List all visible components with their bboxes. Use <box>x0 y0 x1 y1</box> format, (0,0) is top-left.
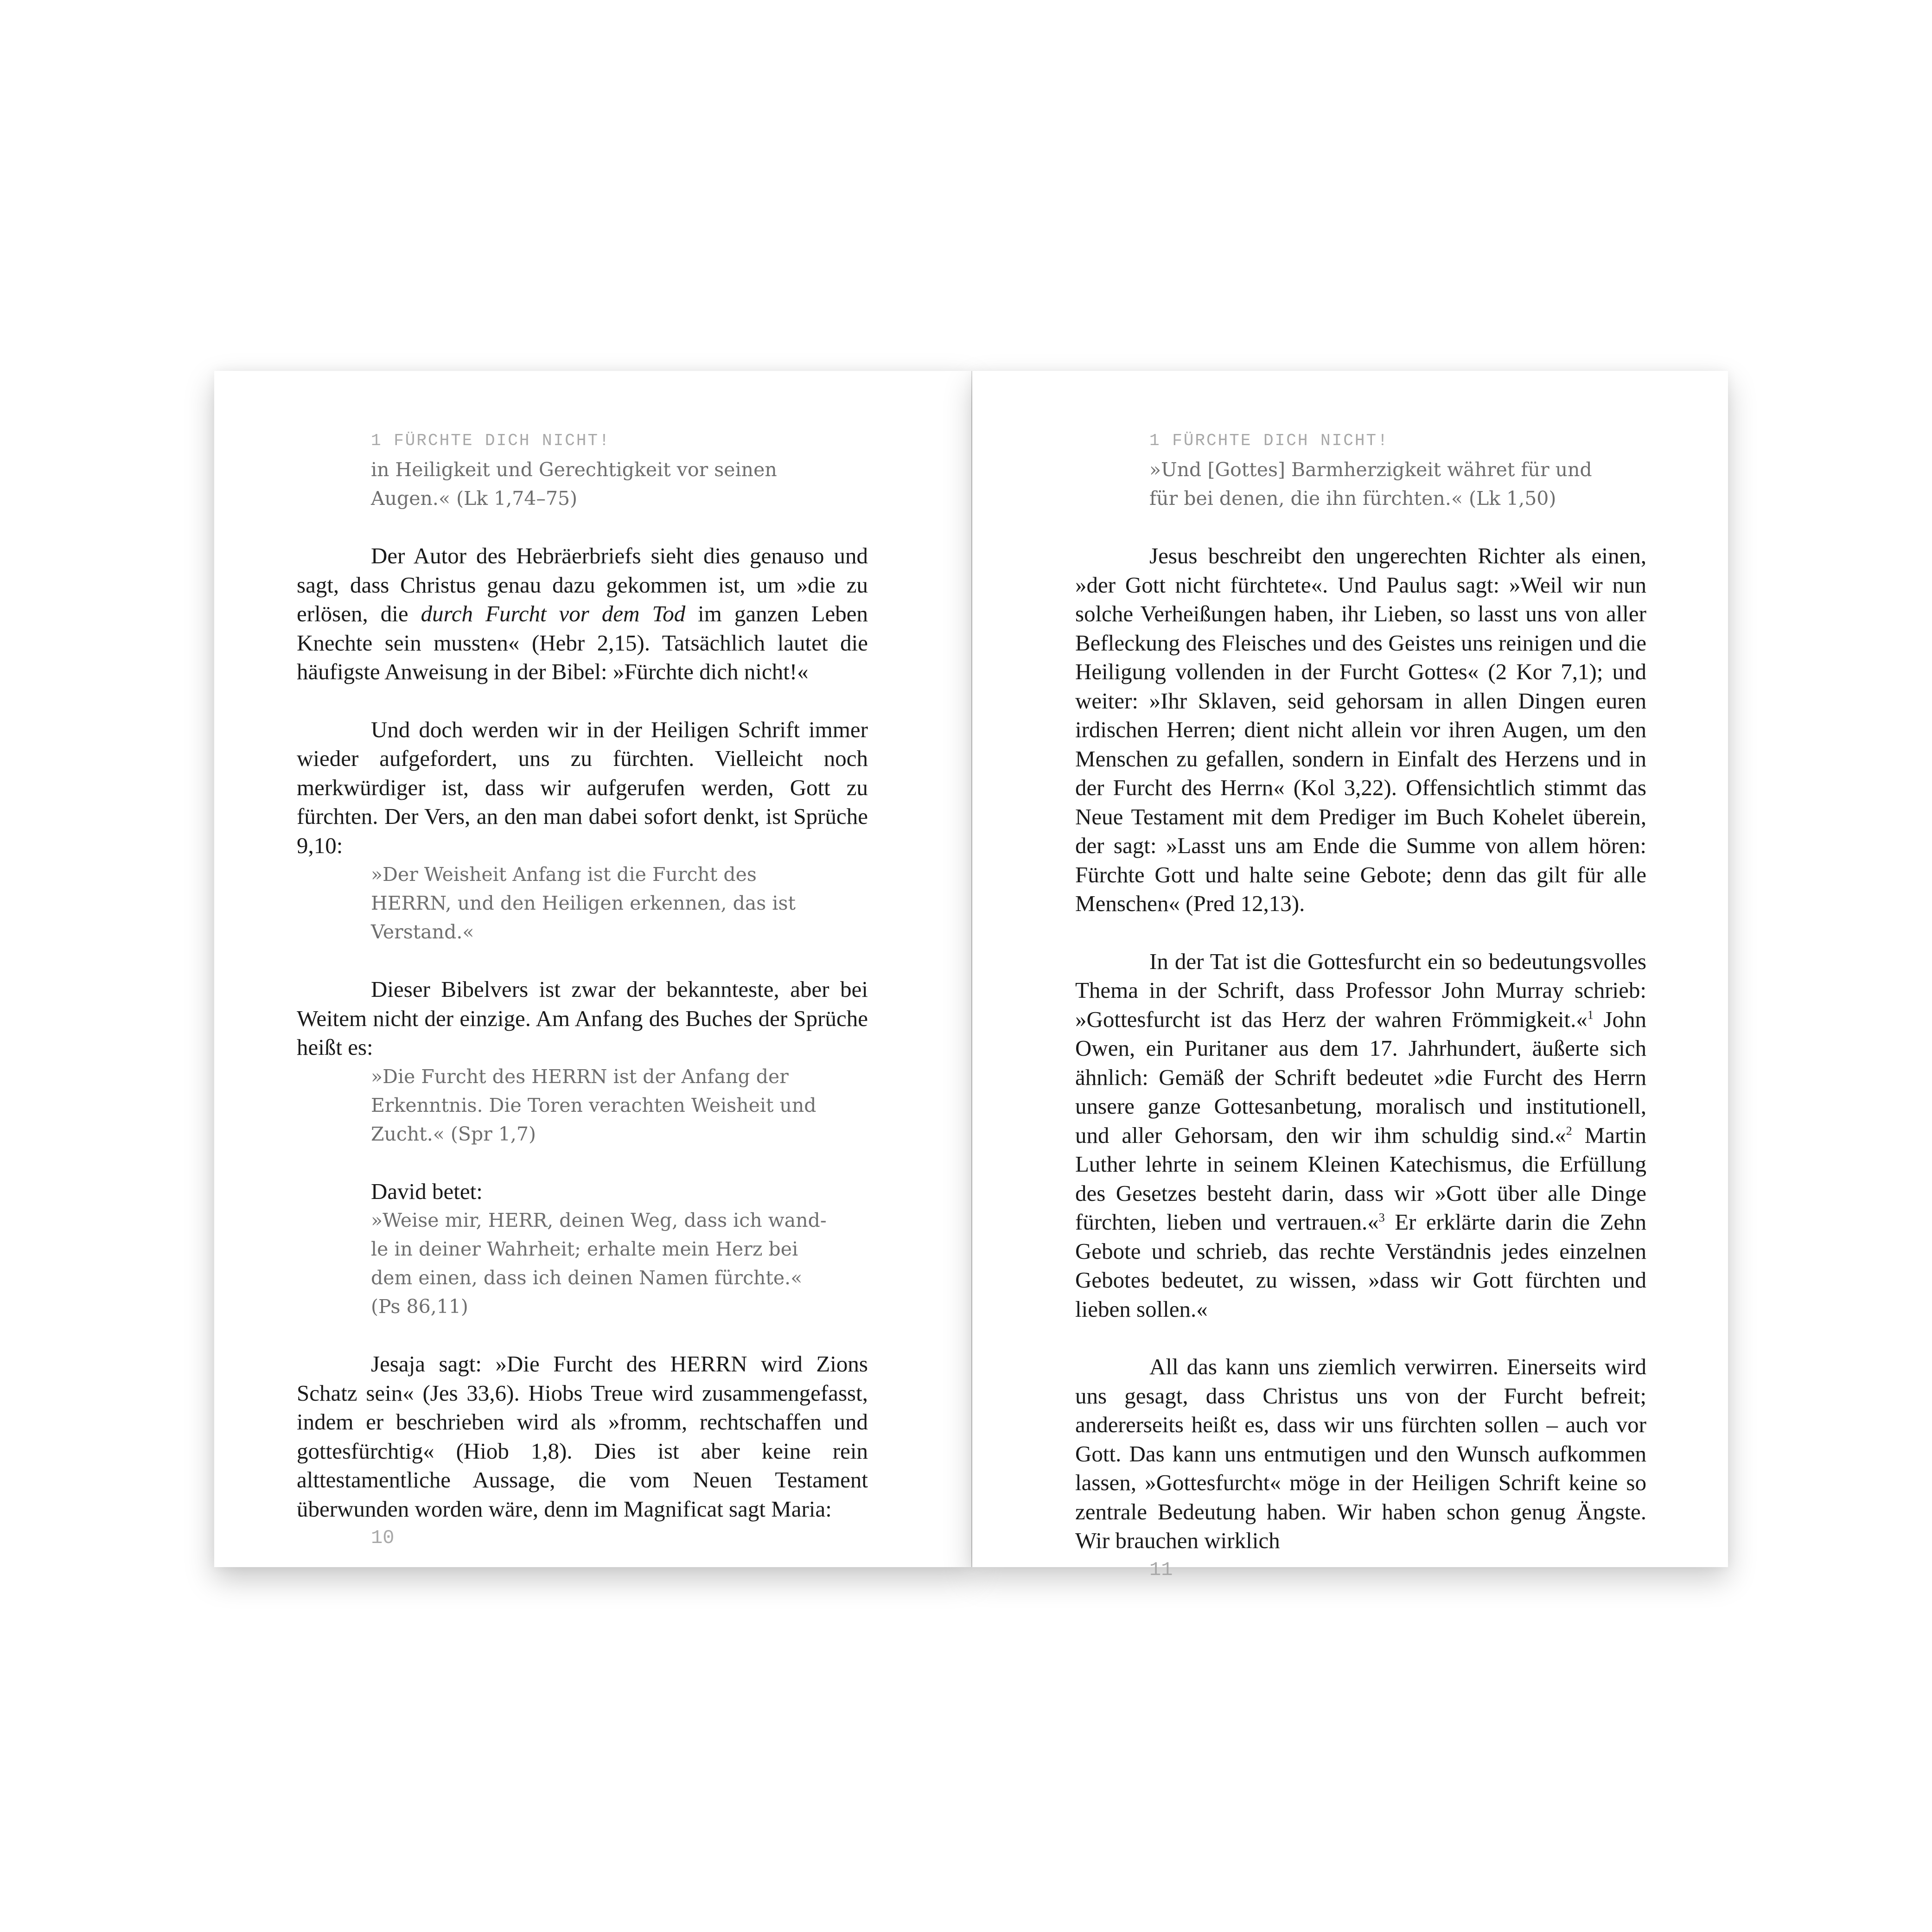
body-paragraph: All das kann uns ziemlich verwirren. Einerseits wird uns gesagt, dass Christus uns von der Furcht befreit; andererseits heißt es, dass wir uns fürchten sollen – auch vor Gott. Das kann uns entmutigen und den Wunsch aufkommen lassen, »Gottesfurcht« möge in der Heiligen Schrift keine so zentrale Bedeutung haben. Wir haben schon genug Ängste. Wir brauchen wirklich <box>1075 1354 1646 1553</box>
body-paragraph: In der Tat ist die Gottesfurcht ein so bedeutungsvolles Thema in der Schrift, dass Professor John Murray schrieb: »Gottesfurcht ist das Herz der wahren Frömmigkeit.«$^1$ John Owen, ein Puritaner aus dem 17. Jahrhundert, äußerte sich ähnlich: Gemäß der Schrift bedeutet »die Furcht des Herrn unsere ganze Gottesanbetung, moralisch und institutionell, und aller Gehorsam, den wir ihm schuldig sind.«$^2$ Martin Luther lehrte in seinem Kleinen Katechismus, die Erfüllung des Gesetzes besteht darin, dass wir »Gott über alle Dinge fürchten, lieben und vertrauen.«$^3$ Er erklärte darin die Zehn Gebote und schrieb, das rechte Verständnis jedes einzelnen Gebotes bedeutet, zu wissen, »dass wir Gott fürchten und lieben sollen.« <box>1075 948 1647 1322</box>
body-paragraph: Und doch werden wir in der Heiligen Schrift immer wieder aufgefordert, uns zu fürchten. Vielleicht noch merkwürdiger ist, dass wir aufgerufen werden, Gott zu fürchten. Der Vers, an den man dabei sofort denkt, ist Sprüche 9,10: <box>297 716 868 858</box>
footnote-marker[interactable]: 2 <box>1566 1124 1572 1138</box>
bible-quote: »Die Furcht des HERRN ist der Anfang der Erkenntnis. Die Toren verachten Weisheit und Zucht.« (Spr 1,7) <box>371 1065 816 1145</box>
footnote-marker[interactable]: 1 <box>1587 1008 1594 1022</box>
emphasis-text: durch Furcht vor dem Tod <box>421 601 686 626</box>
body-paragraph: Jesus beschreibt den ungerechten Richter als einen, »der Gott nicht fürchtete«. Und Paulus sagt: »Weil wir nun solche Verheißungen haben, ihr Lieben, so lasst uns von aller Befleckung des Fleisches und des Geistes uns reinigen und die Heiligung vollenden in der Furcht Gottes« (2 Kor 7,1); und weiter: »Ihr Sklaven, seid gehorsam in allen Dingen euren irdischen Herren; dient nicht allein vor ihren Augen, um den Menschen zu gefallen, sondern in Einfalt des Herzens und in der Furcht des Herrn« (Kol 3,22). Offensichtlich stimmt das Neue Testament mit dem Prediger im Buch Kohelet überein, der sagt: »Lasst uns am Ende die Summe von allem hören: Fürchte Gott und halte seine Gebote; denn das gilt für alle Menschen« (Pred 12,13). <box>1075 543 1646 916</box>
running-head: 1 FÜRCHTE DICH NICHT! <box>371 431 611 450</box>
footnote-marker[interactable]: 3 <box>1378 1211 1385 1224</box>
left-page <box>214 371 971 1567</box>
body-paragraph: Jesaja sagt: »Die Furcht des HERRN wird Zions Schatz sein« (Jes 33,6). Hiobs Treue wird zusammengefasst, indem er beschrieben wird als »fromm, rechtschaffen und gottesfürchtig« (Hiob 1,8). Dies ist aber keine rein alttestamentliche Aussage, die vom Neuen Testament überwunden worden wäre, denn im Magnificat sagt Maria: <box>297 1351 868 1522</box>
bible-quote: »Und [Gottes] Barmherzigkeit währet für und für bei denen, die ihn fürchten.« (Lk 1,50) <box>1149 459 1592 510</box>
intro-line: David betet: <box>371 1178 483 1204</box>
right-page <box>972 371 1728 1581</box>
right-text-column <box>1075 427 1646 1584</box>
running-head: 1 FÜRCHTE DICH NICHT! <box>1149 431 1389 450</box>
page-number: 11 <box>1149 1558 1173 1581</box>
bible-quote: »Der Weisheit Anfang ist die Furcht des HERRN, und den Heiligen erkennen, das ist Verstand.« <box>371 863 796 943</box>
page-number: 10 <box>371 1527 395 1549</box>
bible-quote: »Weise mir, HERR, deinen Weg, dass ich wand- le in deiner Wahrheit; erhalte mein Herz bei dem einen, dass ich deinen Namen fürchte.« (Ps 86,11) <box>371 1209 827 1318</box>
body-paragraph: Der Autor des Hebräerbriefs sieht dies genauso und sagt, dass Christus genau dazu gekommen ist, um »die zu erlösen, die durch Furcht vor dem Tod im ganzen Leben Knechte sein mussten« (Hebr 2,15). Tatsächlich lautet die häufigste Anweisung in der Bibel: »Fürchte dich nicht!« <box>297 543 868 684</box>
left-text-column <box>297 427 868 1552</box>
body-paragraph: Dieser Bibelvers ist zwar der bekannteste, aber bei Weitem nicht der einzige. Am Anfang des Buches der Sprüche heißt es: <box>297 976 868 1060</box>
bible-quote: in Heiligkeit und Gerechtigkeit vor seinen Augen.« (Lk 1,74–75) <box>371 459 777 510</box>
